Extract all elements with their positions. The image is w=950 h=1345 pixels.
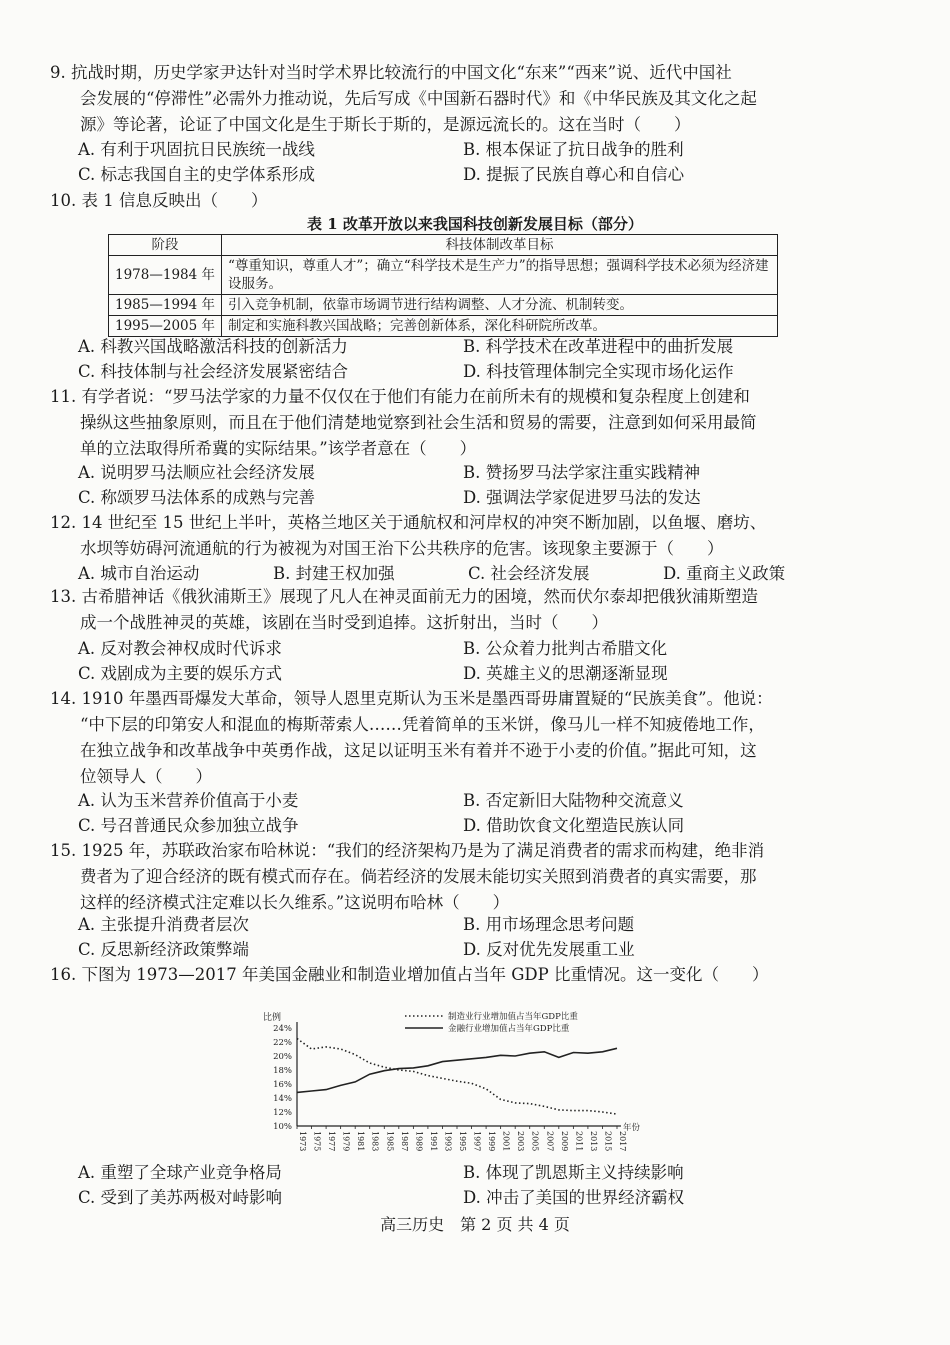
x-tick-label: 2003 bbox=[516, 1131, 526, 1152]
option-a: A. 反对教会神权成时代诉求 bbox=[78, 639, 282, 658]
question-15-line-3: 这样的经济模式注定难以长久维系。”这说明布哈林（ ） bbox=[80, 893, 510, 912]
question-11-line-3: 单的立法取得所希冀的实际结果。”该学者意在（ ） bbox=[80, 439, 477, 458]
y-tick-label: 20% bbox=[273, 1052, 292, 1062]
x-tick-label: 1987 bbox=[399, 1131, 409, 1152]
x-tick-label: 2005 bbox=[530, 1131, 540, 1152]
option-b: B. 公众着力批判古希腊文化 bbox=[463, 639, 668, 658]
x-tick-label: 1995 bbox=[458, 1131, 467, 1152]
question-15-line-1: 15. 1925 年，苏联政治家布哈林说：“我们的经济架构乃是为了满足消费者的需求而构建，绝非消 bbox=[50, 841, 765, 860]
x-tick-label: 1975 bbox=[312, 1131, 322, 1152]
y-tick-label: 12% bbox=[273, 1108, 292, 1118]
question-15-line-2: 费者为了迎合经济的既有模式而存在。倘若经济的发展未能切实关照到消费者的真实需要，那 bbox=[80, 867, 757, 886]
table-cell-period: 1995—2005 年 bbox=[109, 316, 222, 337]
table-header-row bbox=[109, 235, 778, 256]
option-d: D. 反对优先发展重工业 bbox=[463, 940, 635, 959]
option-a: A. 科教兴国战略激活科技的创新活力 bbox=[78, 337, 348, 356]
question-9-line-1: 9. 抗战时期，历史学家尹达针对当时学术界比较流行的中国文化“东来”“西来”说、近代中国社 bbox=[50, 63, 732, 82]
question-11-line-1: 11. 有学者说：“罗马法学家的力量不仅仅在于他们有能力在前所未有的规模和复杂程度上创建和 bbox=[50, 387, 750, 406]
question-9-line-2: 会发展的“停滞性”必需外力推动说，先后写成《中国新石器时代》和《中华民族及其文化之起 bbox=[80, 89, 757, 108]
option-b: B. 科学技术在改革进程中的曲折发展 bbox=[463, 337, 734, 356]
table-row bbox=[109, 256, 778, 295]
x-tick-label: 1985 bbox=[385, 1131, 395, 1152]
table-cell-period: 1978—1984 年 bbox=[109, 256, 222, 295]
x-tick-label: 1989 bbox=[414, 1131, 424, 1152]
option-c: C. 科技体制与社会经济发展紧密结合 bbox=[78, 362, 349, 381]
y-tick-label: 22% bbox=[273, 1038, 292, 1048]
x-tick-label: 1977 bbox=[327, 1131, 337, 1152]
y-tick-label: 16% bbox=[273, 1080, 292, 1090]
question-16 bbox=[50, 962, 860, 988]
question-14-options bbox=[78, 788, 858, 838]
x-tick-label: 2011 bbox=[574, 1131, 584, 1152]
question-10-stem: 10. 表 1 信息反映出（ ） bbox=[50, 191, 268, 210]
manufacturing-series-line bbox=[297, 1039, 617, 1115]
x-tick-label: 1999 bbox=[487, 1131, 497, 1152]
option-a: A. 有利于巩固抗日民族统一战线 bbox=[78, 140, 315, 159]
x-tick-label: 1983 bbox=[370, 1131, 380, 1152]
y-tick-label: 24% bbox=[273, 1024, 292, 1034]
x-tick-label: 1981 bbox=[356, 1131, 366, 1152]
option-c: C. 社会经济发展 bbox=[468, 564, 590, 583]
option-d: D. 强调法学家促进罗马法的发达 bbox=[463, 488, 701, 507]
option-a: A. 说明罗马法顺应社会经济发展 bbox=[78, 463, 315, 482]
x-tick-label: 2009 bbox=[559, 1131, 569, 1152]
question-9-options bbox=[78, 137, 858, 187]
question-13 bbox=[50, 584, 860, 636]
question-13-line-2: 成一个战胜神灵的英雄，该剧在当时受到追捧。这折射出，当时（ ） bbox=[80, 613, 608, 632]
question-9 bbox=[50, 60, 860, 138]
option-d: D. 重商主义政策 bbox=[663, 564, 786, 583]
question-15-options bbox=[78, 912, 858, 962]
question-12-line-1: 12. 14 世纪至 15 世纪上半叶，英格兰地区关于通航权和河岸权的冲突不断加剧，以鱼堰、磨坊、 bbox=[50, 513, 767, 532]
option-c: C. 戏剧成为主要的娱乐方式 bbox=[78, 664, 283, 683]
table-header-period: 阶段 bbox=[109, 235, 222, 256]
question-11 bbox=[50, 384, 860, 462]
question-10 bbox=[50, 188, 860, 214]
question-14-line-1: 14. 1910 年墨西哥爆发大革命，领导人恩里克斯认为玉米是墨西哥毋庸置疑的“民族美食”。他说： bbox=[50, 689, 773, 708]
option-c: C. 标志我国自主的史学体系形成 bbox=[78, 165, 316, 184]
option-c: C. 号召普通民众参加独立战争 bbox=[78, 816, 299, 835]
x-tick-label: 2017 bbox=[618, 1131, 627, 1152]
question-14-line-3: 在独立战争和改革战争中英勇作战，这足以证明玉米有着并不逊于小麦的价值。”据此可知，这 bbox=[80, 741, 757, 760]
finance-series-line bbox=[297, 1048, 617, 1092]
question-9-line-3: 源》等论著，论证了中国文化是生于斯长于斯的，是源远流长的。这在当时（ ） bbox=[80, 115, 691, 134]
table-cell-period: 1985—1994 年 bbox=[109, 295, 222, 316]
table-header-goal: 科技体制改革目标 bbox=[222, 235, 778, 256]
legend-label: 金融行业增加值占当年GDP比重 bbox=[448, 1024, 570, 1034]
option-a: A. 城市自治运动 bbox=[78, 564, 200, 583]
table-cell-goal: 引入竞争机制，依靠市场调节进行结构调整、人才分流、机制转变。 bbox=[222, 295, 778, 316]
question-13-options bbox=[78, 636, 858, 686]
option-d: D. 借助饮食文化塑造民族认同 bbox=[463, 816, 685, 835]
question-11-options bbox=[78, 460, 858, 510]
option-b: B. 用市场理念思考问题 bbox=[463, 915, 635, 934]
x-tick-label: 2015 bbox=[603, 1131, 613, 1152]
table-row bbox=[109, 295, 778, 316]
question-16-stem: 16. 下图为 1973—2017 年美国金融业和制造业增加值占当年 GDP 比重情况。这一变化（ ） bbox=[50, 965, 769, 984]
x-axis-label: 年份 bbox=[623, 1123, 641, 1133]
question-14-line-2: “中下层的印第安人和混血的梅斯蒂索人……凭着简单的玉米饼，像马儿一样不知疲倦地工作， bbox=[80, 715, 765, 734]
question-12 bbox=[50, 510, 860, 562]
question-15 bbox=[50, 838, 860, 916]
x-tick-label: 2001 bbox=[501, 1131, 511, 1152]
option-a: A. 重塑了全球产业竞争格局 bbox=[78, 1163, 282, 1182]
option-b: B. 封建王权加强 bbox=[273, 564, 395, 583]
option-d: D. 提振了民族自尊心和自信心 bbox=[463, 165, 685, 184]
table-cell-goal: 制定和实施科教兴国战略；完善创新体系，深化科研院所改革。 bbox=[222, 316, 778, 337]
option-c: C. 称颂罗马法体系的成熟与完善 bbox=[78, 488, 316, 507]
x-tick-label: 2007 bbox=[545, 1131, 555, 1152]
question-12-options bbox=[78, 561, 858, 586]
y-tick-label: 10% bbox=[273, 1122, 292, 1132]
x-tick-label: 1979 bbox=[341, 1131, 351, 1152]
question-16-options bbox=[78, 1160, 858, 1210]
option-b: B. 体现了凯恩斯主义持续影响 bbox=[463, 1163, 684, 1182]
x-tick-label: 1997 bbox=[472, 1131, 482, 1152]
option-a: A. 主张提升消费者层次 bbox=[78, 915, 249, 934]
option-c: C. 受到了美苏两极对峙影响 bbox=[78, 1188, 283, 1207]
y-axis-label: 比例 bbox=[263, 1013, 282, 1023]
option-d: D. 英雄主义的思潮逐渐显现 bbox=[463, 664, 668, 683]
option-b: B. 根本保证了抗日战争的胜利 bbox=[463, 140, 684, 159]
table-title: 表 1 改革开放以来我国科技创新发展目标（部分） bbox=[307, 215, 643, 233]
question-14-line-4: 位领导人（ ） bbox=[80, 767, 212, 786]
reform-table bbox=[108, 234, 778, 337]
question-14 bbox=[50, 686, 860, 790]
legend-label: 制造业行业增加值占当年GDP比重 bbox=[448, 1012, 578, 1022]
table-cell-goal: “尊重知识，尊重人才”；确立“科学技术是生产力”的指导思想；强调科学技术必须为经济建设服务。 bbox=[222, 256, 778, 295]
option-d: D. 冲击了美国的世界经济霸权 bbox=[463, 1188, 685, 1207]
option-a: A. 认为玉米营养价值高于小麦 bbox=[78, 791, 299, 810]
page-footer: 高三历史 第 2 页 共 4 页 bbox=[380, 1215, 570, 1234]
gdp-share-chart bbox=[255, 1008, 655, 1158]
x-tick-label: 1973 bbox=[298, 1131, 307, 1152]
option-b: B. 否定新旧大陆物种交流意义 bbox=[463, 791, 684, 810]
question-13-line-1: 13. 古希腊神话《俄狄浦斯王》展现了凡人在神灵面前无力的困境，然而伏尔泰却把俄狄浦斯塑造 bbox=[50, 587, 758, 606]
chart-svg bbox=[255, 1008, 655, 1158]
option-d: D. 科技管理体制完全实现市场化运作 bbox=[463, 362, 734, 381]
x-tick-label: 1993 bbox=[443, 1131, 453, 1152]
y-tick-label: 18% bbox=[273, 1066, 292, 1076]
option-c: C. 反思新经济政策弊端 bbox=[78, 940, 250, 959]
question-12-line-2: 水坝等妨碍河流通航的行为被视为对国王治下公共秩序的危害。该现象主要源于（ ） bbox=[80, 539, 724, 558]
x-tick-label: 2013 bbox=[588, 1131, 598, 1152]
question-10-options bbox=[78, 334, 858, 384]
question-11-line-2: 操纵这些抽象原则，而且在于他们清楚地觉察到社会生活和贸易的需要，注意到如何采用最简 bbox=[80, 413, 757, 432]
option-b: B. 赞扬罗马法学家注重实践精神 bbox=[463, 463, 701, 482]
x-tick-label: 1991 bbox=[428, 1131, 438, 1152]
y-tick-label: 14% bbox=[273, 1094, 292, 1104]
